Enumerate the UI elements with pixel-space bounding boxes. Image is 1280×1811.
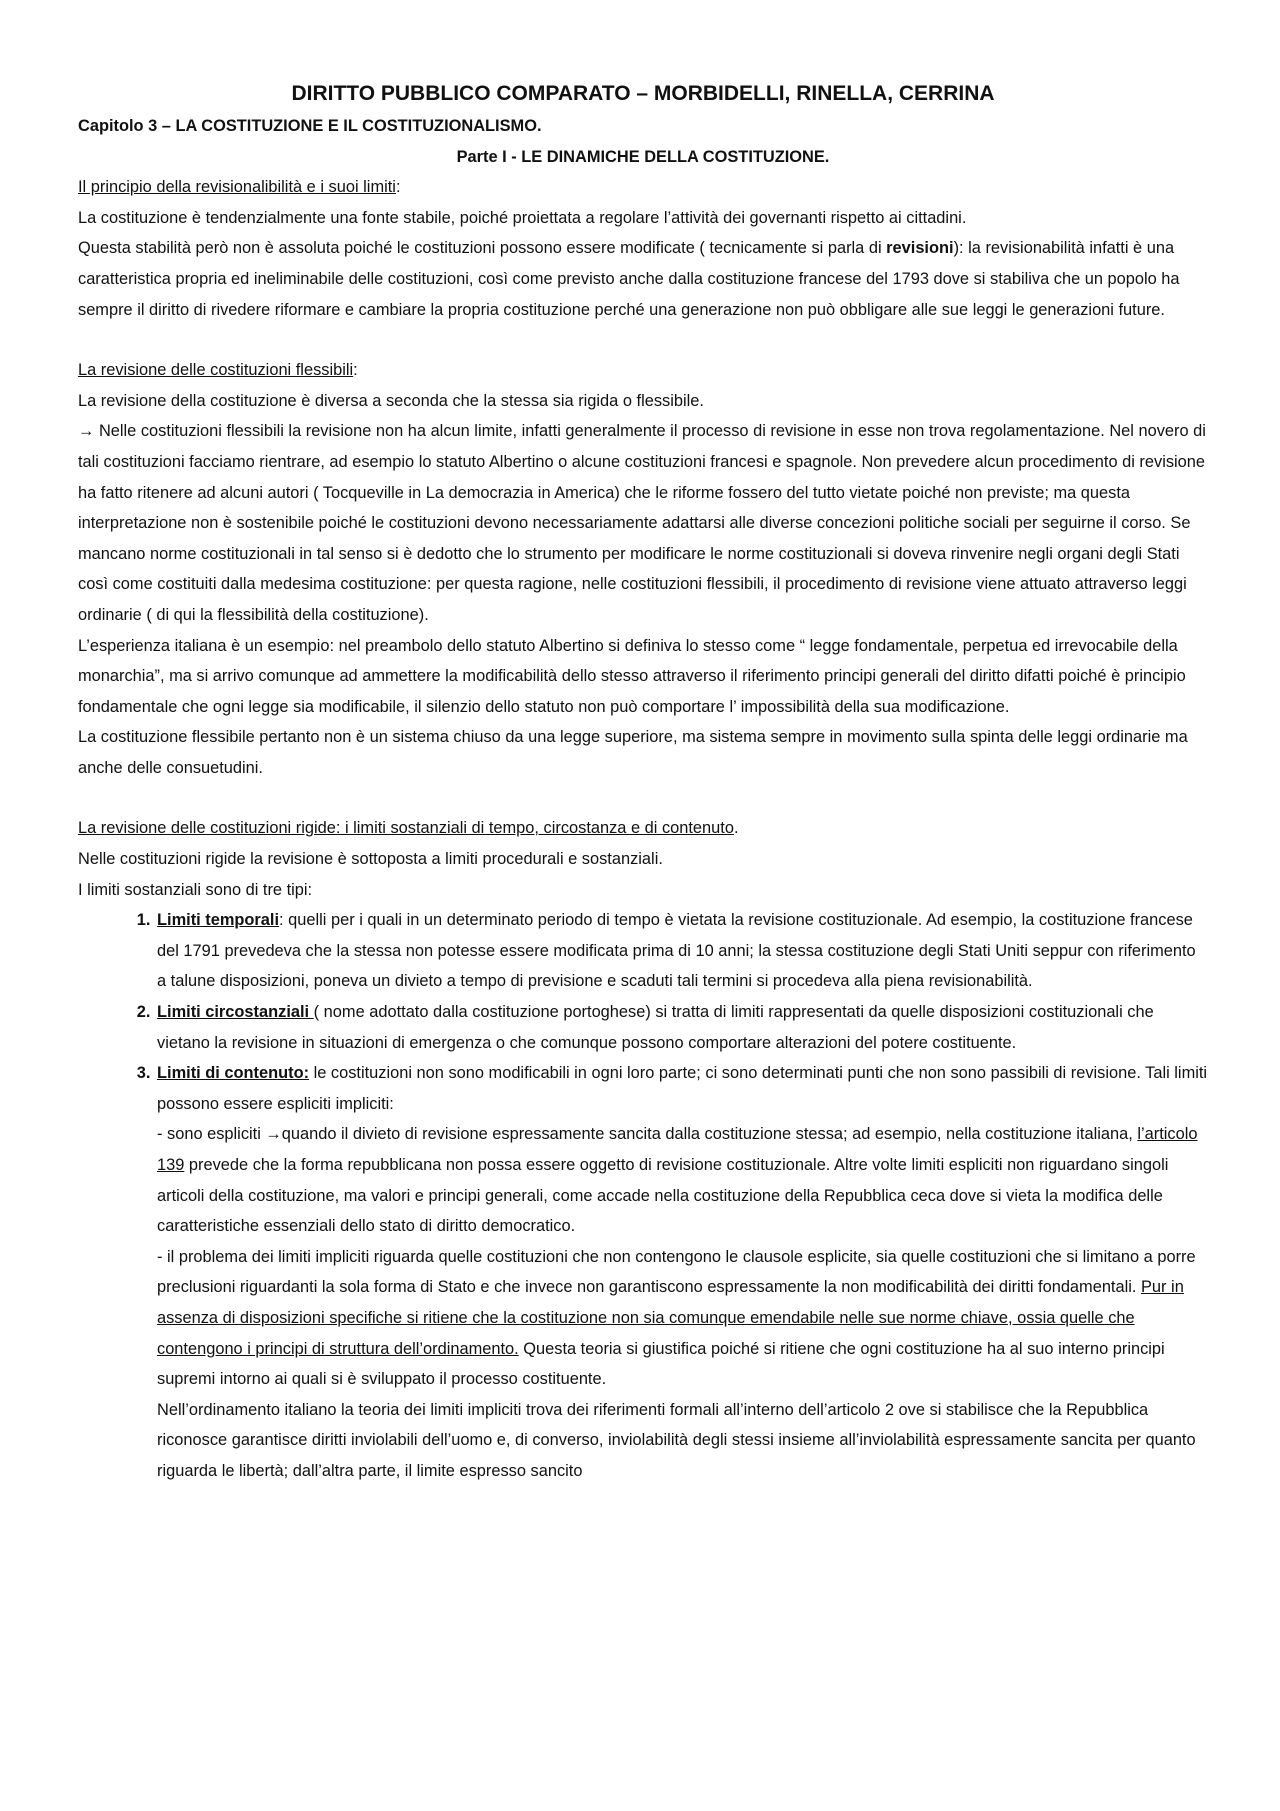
- heading-punctuation: :: [395, 178, 401, 197]
- limits-list: [78, 905, 1208, 1486]
- section-heading: [78, 355, 1208, 386]
- list-item-label: Limiti di contenuto:: [157, 1064, 310, 1083]
- paragraph: La costituzione è tendenzialmente una fonte stabile, poiché proiettata a regolare l’attività dei governanti rispetto ai cittadini.: [78, 208, 967, 227]
- paragraph: → Nelle costituzioni flessibili la revisione non ha alcun limite, infatti generalmente il processo di revisione in esse non trova regolamentazione. Nel novero di tali costituzioni facciamo rientrare, ad esempio lo statuto Albertino o alcune costituzioni francesi e spagnole. Non prevedere alcun procedimento di revisione ha fatto ritenere ad alcuni autori ( Tocqueville in La democrazia in America) che le riforme fossero del tutto vietate poiché non previste; ma questa interpretazione non è sostenibile poiché le costituzioni devono necessariamente adattarsi alle diverse concezioni politiche sociali per seguirne il corso. Se mancano norme costituzionali in tal senso si è dedotto che lo strumento per modificare le norme costituzionali si doveva rinvenire negli organi degli Stati così come costituiti dalla medesima costituzione: per questa ragione, nelle costituzioni flessibili, il procedimento di revisione viene attuato attraverso leggi ordinarie ( di qui la flessibilità della costituzione).: [78, 422, 1206, 624]
- list-item-text: ( nome adottato dalla costituzione portoghese) si tratta di limiti rappresentati da quelle disposizioni costituzionali che vietano la revisione in situazioni di emergenza o che comunque possono comportare alterazioni del potere costituente.: [157, 1003, 1154, 1052]
- section-heading: [78, 813, 1208, 844]
- sub-paragraph-text: - il problema dei limiti impliciti riguarda quelle costituzioni che non contengono le clausole esplicite, sia quelle costituzioni che si limitano a porre preclusioni riguardanti la sola forma di Stato e che invece non garantiscono espressamente la non modificabilità dei diritti fondamentali.: [157, 1247, 1196, 1297]
- list-item: [155, 997, 1208, 1058]
- chapter-heading: Capitolo 3 – LA COSTITUZIONE E IL COSTITUZIONALISMO.: [78, 117, 542, 135]
- sub-paragraph-implicit: [157, 1242, 1208, 1395]
- sub-paragraph-text: Questa teoria si giustifica poiché si ritiene che ogni costituzione ha al suo interno principi supremi intorno ai quali si è sviluppato il processo costituente.: [157, 1339, 1165, 1389]
- part-heading: Parte I - LE DINAMICHE DELLA COSTITUZIONE.: [456, 147, 830, 166]
- sub-paragraph-text: - sono espliciti →quando il divieto di revisione espressamente sancita dalla costituzione stessa; ad esempio, nella costituzione italiana,: [157, 1125, 1138, 1144]
- list-item: [155, 1058, 1208, 1486]
- paragraph: L’esperienza italiana è un esempio: nel preambolo dello statuto Albertino si definiva lo stesso come “ legge fondamentale, perpetua ed irrevocabile della monarchia”, ma si arrivo comunque ad ammettere la modificabilità dello stesso attraverso il riferimento principi generali del diritto difatti poiché è principio fondamentale che ogni legge sia modificabile, il silenzio dello statuto non può comportare l’ impossibilità della sua modificazione.: [78, 636, 1186, 716]
- paragraph-text: ): la revisionabilità infatti è una caratteristica propria ed ineliminabile delle costituzioni, così come previsto anche dalla costituzione francese del 1793 dove si stabiliva che un popolo ha sempre il diritto di rivedere riformare e cambiare la propria costituzione perché una generazione non può obbligare alle sue leggi le generazioni future.: [78, 239, 1180, 319]
- spacer: [78, 325, 1208, 355]
- section-heading-text: La revisione delle costituzioni flessibili: [78, 361, 354, 380]
- paragraph: Nelle costituzioni rigide la revisione è sottoposta a limiti procedurali e sostanziali.: [78, 850, 663, 869]
- document-body: [78, 80, 1208, 1487]
- spacer: [78, 783, 1208, 813]
- article-reference: l’articolo 139: [157, 1125, 1198, 1174]
- section-heading-text: Il principio della revisionalibilità e i suoi limiti: [78, 178, 396, 197]
- sub-paragraph-italian: Nell’ordinamento italiano la teoria dei limiti impliciti trova dei riferimenti formali all’interno dell’articolo 2 ove si stabilisce che la Repubblica riconosce garantisce diritti inviolabili dell’uomo e, di converso, inviolabilità degli stessi insieme all’inviolabilità espressamente sancita per quanto riguarda le libertà; dall’altra parte, il limite espresso sancito: [157, 1400, 1196, 1480]
- heading-punctuation: :: [353, 361, 358, 380]
- list-item-text: le costituzioni non sono modificabili in ogni loro parte; ci sono determinati punti che non sono passibili di revisione. Tali limiti possono essere espliciti impliciti:: [157, 1064, 1208, 1113]
- bold-term: revisioni: [886, 239, 954, 258]
- underlined-passage: Pur in assenza di disposizioni specifiche si ritiene che la costituzione non sia comunque emendabile nelle sue norme chiave, ossia quelle che contengono i principi di struttura dell’ordinamento.: [157, 1278, 1184, 1358]
- sub-paragraph-text: prevede che la forma repubblicana non possa essere oggetto di revisione costituzionale. Altre volte limiti espliciti non riguardano singoli articoli della costituzione, ma valori e principi generali, come accade nella costituzione della Repubblica ceca dove si vieta la modifica delle caratteristiche essenziali dello stato di diritto democratico.: [157, 1156, 1169, 1236]
- list-item-label: Limiti circostanziali: [157, 1003, 314, 1022]
- paragraph: [78, 233, 1208, 325]
- section-heading: [78, 172, 1208, 203]
- heading-punctuation: .: [733, 819, 739, 838]
- paragraph-text: Questa stabilità però non è assoluta poiché le costituzioni possono essere modificate ( tecnicamente si parla di: [78, 239, 887, 258]
- document-title: DIRITTO PUBBLICO COMPARATO – MORBIDELLI, RINELLA, CERRINA: [291, 82, 995, 105]
- section-heading-text: La revisione delle costituzioni rigide: i limiti sostanziali di tempo, circostanza e di contenuto: [78, 819, 734, 838]
- list-item: [155, 905, 1208, 997]
- list-item-label: Limiti temporali: [157, 911, 280, 930]
- paragraph: La costituzione flessibile pertanto non è un sistema chiuso da una legge superiore, ma sistema sempre in movimento sulla spinta delle leggi ordinarie ma anche delle consuetudini.: [78, 728, 1188, 777]
- paragraph: I limiti sostanziali sono di tre tipi:: [78, 880, 313, 899]
- paragraph: La revisione della costituzione è diversa a seconda che la stessa sia rigida o flessibile.: [78, 391, 704, 410]
- list-item-text: : quelli per i quali in un determinato periodo di tempo è vietata la revisione costituzionale. Ad esempio, la costituzione francese del 1791 prevedeva che la stessa non potesse essere modificata prima di 10 anni; la stessa costituzione degli Stati Uniti seppur con riferimento a talune disposizioni, poneva un divieto a tempo di previsione e scaduti tali termini si procedeva alla piena revisionabilità.: [157, 911, 1196, 991]
- sub-paragraph-explicit: [157, 1119, 1208, 1241]
